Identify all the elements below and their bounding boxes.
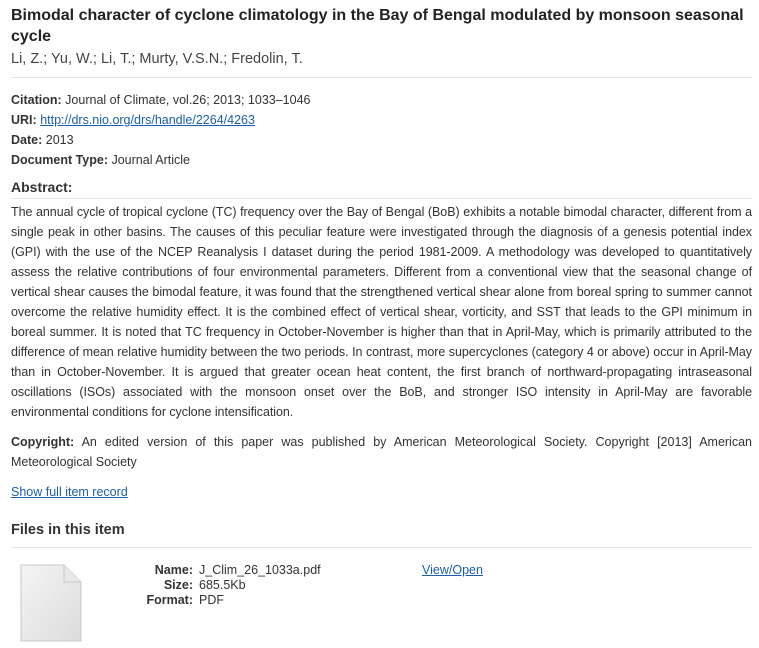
item-authors: Li, Z.; Yu, W.; Li, T.; Murty, V.S.N.; Fredolin, T.: [11, 51, 303, 67]
uri-link[interactable]: http://drs.nio.org/drs/handle/2264/4263: [40, 113, 255, 127]
file-name-value: J_Clim_26_1033a.pdf: [199, 563, 321, 577]
citation-label: Citation:: [11, 93, 62, 107]
show-full-record-link[interactable]: Show full item record: [11, 485, 128, 499]
full-record-row: [11, 482, 752, 502]
file-labels: [111, 563, 193, 608]
copyright-block: [11, 432, 752, 472]
view-open-link[interactable]: View/Open: [422, 563, 483, 577]
files-heading: Files in this item: [11, 522, 125, 538]
file-size-label: Size:: [163, 578, 193, 592]
file-format-label: Format:: [146, 593, 193, 607]
doctype-label: Document Type:: [11, 153, 108, 167]
abstract-text: The annual cycle of tropical cyclone (TC) frequency over the Bay of Bengal (BoB) exhibits a notable bimodal character, different from a single peak in other basins. The causes of this peculiar feature were investigated through the diagnosis of a genesis potential index (GPI) with the use of the NCEP Reanalysis I dataset during the period 1981-2009. A methodology was developed to quantitatively assess the relative contributions of four environmental parameters. Different from a conventional view that the seasonal change of vertical shear causes the bimodal feature, it was found that the strengthened vertical shear alone from boreal spring to summer cannot overcome the relative humidity effect. It is the combined effect of vertical shear, vorticity, and SST that leads to the GPI minimum in boreal summer. It is noted that TC frequency in October-November is higher than that in April-May, which is primarily attributed to the difference of mean relative humidity between the two periods. In contrast, more supercyclones (category 4 or above) occur in April-May than in October-November. It is argued that greater ocean heat content, the first branch of northward-propagating intraseasonal oscillations (ISOs) associated with the monsoon onset over the BoB, and stronger ISO intensity in April-May are favorable environmental conditions for cyclone intensification.: [11, 205, 752, 419]
uri-label: URI:: [11, 113, 37, 127]
citation-row: [11, 90, 752, 110]
uri-row: [11, 110, 752, 130]
file-format-value: PDF: [199, 593, 224, 607]
metadata-list: [11, 90, 752, 170]
doctype-value: Journal Article: [111, 153, 190, 167]
files-divider: [11, 547, 752, 548]
doctype-row: [11, 150, 752, 170]
abstract-heading: Abstract:: [11, 179, 73, 195]
item-page: [11, 0, 752, 648]
citation-value: Journal of Climate, vol.26; 2013; 1033–1046: [65, 93, 311, 107]
file-icon[interactable]: [20, 564, 82, 642]
copyright-label: Copyright:: [11, 435, 75, 449]
file-entry: [11, 558, 752, 648]
title-divider: [11, 77, 752, 78]
abstract-divider: [11, 198, 752, 199]
file-name-label: Name:: [154, 563, 193, 577]
date-label: Date:: [11, 133, 43, 147]
item-title: Bimodal character of cyclone climatology in the Bay of Bengal modulated by monsoon seasonal cycle: [11, 7, 744, 45]
file-values: [199, 563, 379, 608]
date-row: [11, 130, 752, 150]
copyright-text: An edited version of this paper was published by American Meteorological Society. Copyright [2013] American Meteorological Society: [11, 435, 752, 469]
date-value: 2013: [45, 133, 74, 147]
file-size-value: 685.5Kb: [199, 578, 246, 592]
